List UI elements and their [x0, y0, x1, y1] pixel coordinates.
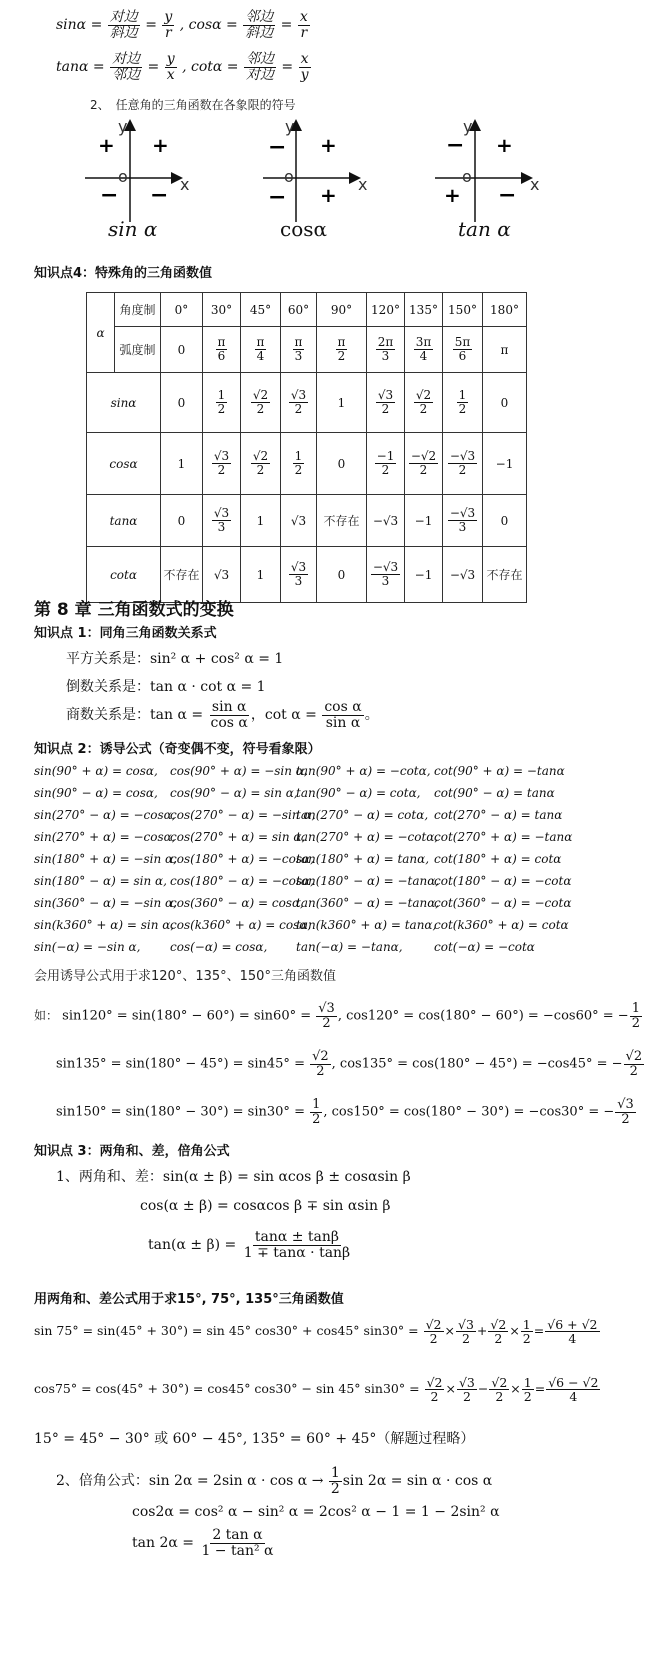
cos-quadrant-diagram: [263, 117, 367, 241]
square-relation: 平方关系是：sin² α + cos² α = 1: [66, 651, 284, 667]
degree-label: 角度制: [115, 293, 161, 327]
quadrant-3-sign: −: [268, 184, 287, 210]
induction-formula: cot(90° − α) = tanα: [434, 786, 555, 800]
induction-formula: cot(270° + α) = −tanα: [434, 830, 573, 844]
quotient-relation: 商数关系是：tan α = $\frac{\text{sin α}}{\text{cos α}}$ ，cot α = $\frac{\text{cos α}}{\text{sin α}}$ 。: [66, 699, 379, 731]
double-angle-tan: tan 2α = $\frac{\text{2 tan α}}{\text{1 − tan² α}}$: [132, 1527, 274, 1559]
fifteen-degree-note: 15° = 45° − 30° 或 60° − 45°, 135° = 60° + 45°（解题过程略）: [34, 1431, 475, 1447]
value-cell: $\frac{√3}{2}$: [281, 373, 317, 433]
sum-diff-cos: cos(α ± β) = cosαcos β ∓ sin αsin β: [140, 1198, 391, 1214]
induction-formula: cot(360° − α) = −cotα: [434, 896, 572, 910]
induction-formula: cos(180° + α) = −cosα,: [170, 852, 314, 866]
induction-formula: tan(360° − α) = −tanα,: [296, 896, 440, 910]
x-axis-label: x: [180, 175, 190, 194]
induction-formula: sin(90° − α) = cosα,: [34, 786, 158, 800]
quadrant-2-sign: +: [98, 133, 115, 157]
value-cell: 不存在: [483, 547, 527, 603]
value-cell: −√3: [367, 495, 405, 547]
cos-label: cosα: [280, 217, 328, 241]
induction-formula: tan(270° − α) = cotα,: [296, 808, 429, 822]
radian-cell: $\frac{\pi}{2}$: [317, 327, 367, 373]
cos75-calculation: cos75° = cos(45° + 30°) = cos45° cos30° − sin 45° sin30° = $\frac{√2}{2}$ × $\frac{√3}{2}$ − $\frac{√2}{2}$ × $\frac{1}{2}$ = $\frac{√6 - √2}{4}$: [34, 1375, 599, 1405]
value-cell: 不存在: [317, 495, 367, 547]
quadrant-1-sign: +: [320, 133, 337, 157]
induction-formula: sin(180° − α) = sin α,: [34, 874, 167, 888]
x-axis-label: x: [358, 175, 368, 194]
sum-usage-note: 用两角和、差公式用于求15°, 75°, 135°三角函数值: [34, 1292, 344, 1307]
induction-formula: cos(360° − α) = cosα,: [170, 896, 304, 910]
definition-tan-cot: tanα = $\frac{\text{对边}}{\text{邻边}}$ = $\frac{y}{x}$ , cotα = $\frac{\text{邻边}}{\text{对边}}$ = $\frac{x}{y}$: [56, 51, 309, 83]
radian-cell: $\frac{2\pi}{3}$: [367, 327, 405, 373]
value-cell: $\frac{√2}{2}$: [405, 373, 443, 433]
origin-label: o: [462, 167, 472, 186]
induction-formula: sin(180° + α) = −sin α,: [34, 852, 177, 866]
alpha-cell: α: [87, 293, 115, 373]
quadrant-4-sign: −: [498, 182, 517, 208]
degree-cell: 90°: [317, 293, 367, 327]
special-angle-table: [86, 292, 527, 603]
value-cell: $\frac{-√3}{3}$: [443, 495, 483, 547]
radian-label: 弧度制: [115, 327, 161, 373]
value-cell: $\frac{√3}{3}$: [203, 495, 241, 547]
origin-label: o: [284, 167, 294, 186]
sum-diff-sin: 1、两角和、差：sin(α ± β) = sin αcos β ± cosαsin β: [56, 1169, 411, 1185]
induction-formula: tan(180° + α) = tanα,: [296, 852, 430, 866]
y-axis-label: y: [285, 117, 295, 136]
value-cell: $\frac{√2}{2}$: [241, 433, 281, 495]
value-cell: −1: [405, 495, 443, 547]
sin-row-label: sinα: [87, 373, 161, 433]
induction-formula: cos(k360° + α) = cosα,: [170, 918, 312, 932]
value-cell: $\frac{√2}{2}$: [241, 373, 281, 433]
degree-cell: 60°: [281, 293, 317, 327]
sum-diff-tan: tan(α ± β) = $\frac{\tan\alpha \pm \tan\beta}{1 \mp \tan\alpha \cdot \tan\beta}$: [148, 1229, 351, 1261]
value-cell: −1: [405, 547, 443, 603]
value-cell: 不存在: [161, 547, 203, 603]
radian-cell: π: [483, 327, 527, 373]
degree-cell: 135°: [405, 293, 443, 327]
value-cell: −1: [483, 433, 527, 495]
quadrant-1-sign: +: [496, 133, 513, 157]
cos-row-label: cosα: [87, 433, 161, 495]
degree-cell: 30°: [203, 293, 241, 327]
kp2-title: 知识点 2：诱导公式（奇变偶不变，符号看象限）: [34, 742, 321, 757]
tan-row-label: tanα: [87, 495, 161, 547]
x-axis-label: x: [530, 175, 540, 194]
value-cell: $\frac{1}{2}$: [281, 433, 317, 495]
definition-sin-cos: sinα = $\frac{\text{对边}}{\text{斜边}}$ = $\frac{y}{r}$ , cosα = $\frac{\text{邻边}}{\text{斜边}}$ = $\frac{x}{r}$: [56, 9, 308, 41]
value-cell: 1: [241, 495, 281, 547]
induction-formula: sin(k360° + α) = sin α,: [34, 918, 175, 932]
kp3-title: 知识点 3：两角和、差，倍角公式: [34, 1144, 230, 1159]
radian-cell: $\frac{3\pi}{4}$: [405, 327, 443, 373]
value-cell: 0: [483, 373, 527, 433]
value-cell: 0: [317, 433, 367, 495]
induction-formula: sin(90° + α) = cosα,: [34, 764, 158, 778]
induction-formula: cot(−α) = −cotα: [434, 940, 535, 954]
kp1-title: 知识点 1：同角三角函数关系式: [34, 626, 217, 641]
cot-row-label: cotα: [87, 547, 161, 603]
sin-label: sin α: [108, 217, 158, 241]
quadrant-4-sign: −: [150, 182, 169, 208]
example-120: 如： sin120° = sin(180° − 60°) = sin60° = $\frac{√3}{2}$ , cos120° = cos(180° − 60°) = −cos60° = − $\frac{1}{2}$: [34, 1001, 640, 1031]
chapter-title: 第 8 章 三角函数式的变换: [34, 600, 234, 620]
quadrant-3-sign: +: [444, 183, 461, 207]
quadrant-2-sign: −: [268, 134, 287, 160]
induction-usage-note: 会用诱导公式用于求120°、135°、150°三角函数值: [34, 969, 336, 984]
value-cell: $\frac{-√3}{2}$: [443, 433, 483, 495]
value-cell: 0: [483, 495, 527, 547]
induction-formula: tan(−α) = −tanα,: [296, 940, 403, 954]
sin75-calculation: sin 75° = sin(45° + 30°) = sin 45° cos30° + cos45° sin30° = $\frac{√2}{2}$ × $\frac{√3}{2}$ + $\frac{√2}{2}$ × $\frac{1}{2}$ = $\frac{√6 + √2}{4}$: [34, 1317, 598, 1347]
value-cell: $\frac{-√3}{3}$: [367, 547, 405, 603]
value-cell: 0: [317, 547, 367, 603]
induction-formula: tan(270° + α) = −cotα,: [296, 830, 439, 844]
induction-formula: sin(360° − α) = −sin α,: [34, 896, 177, 910]
induction-formula: tan(90° − α) = cotα,: [296, 786, 421, 800]
value-cell: $\frac{-1}{2}$: [367, 433, 405, 495]
tan-quadrant-diagram: [435, 117, 539, 241]
reciprocal-relation: 倒数关系是：tan α · cot α = 1: [66, 679, 266, 695]
origin-label: o: [118, 167, 128, 186]
double-angle-sin: 2、倍角公式：sin 2α = 2sin α · cos α → $\frac{1}{2}$ sin 2α = sin α · cos α: [56, 1465, 493, 1497]
induction-formula: tan(k360° + α) = tanα,: [296, 918, 437, 932]
quadrant-2-sign: −: [446, 132, 465, 158]
induction-formula: tan(90° + α) = −cotα,: [296, 764, 431, 778]
induction-formula: cot(90° + α) = −tanα: [434, 764, 565, 778]
value-cell: 0: [161, 495, 203, 547]
radian-cell: 0: [161, 327, 203, 373]
induction-formula: cot(180° + α) = cotα: [434, 852, 562, 866]
induction-formula: cos(180° − α) = −cosα,: [170, 874, 314, 888]
induction-formula: cos(90° − α) = sin α,: [170, 786, 298, 800]
value-cell: 1: [161, 433, 203, 495]
y-axis-label: y: [463, 117, 473, 136]
induction-formula: tan(180° − α) = −tanα,: [296, 874, 440, 888]
example-135: sin135° = sin(180° − 45°) = sin45° = $\frac{√2}{2}$ , cos135° = cos(180° − 45°) = −cos45° = − $\frac{√2}{2}$: [56, 1049, 643, 1079]
kp4-title: 知识点4：特殊角的三角函数值: [34, 266, 213, 281]
quadrant-section-title: 2、 任意角的三角函数在各象限的符号: [90, 98, 296, 112]
value-cell: 0: [161, 373, 203, 433]
radian-cell: $\frac{\pi}{4}$: [241, 327, 281, 373]
degree-cell: 150°: [443, 293, 483, 327]
value-cell: −√3: [443, 547, 483, 603]
degree-cell: 180°: [483, 293, 527, 327]
tan-label: tan α: [458, 217, 511, 241]
induction-formula: cos(90° + α) = −sin α,: [170, 764, 308, 778]
value-cell: $\frac{1}{2}$: [203, 373, 241, 433]
induction-formula: cos(−α) = cosα,: [170, 940, 268, 954]
sin-quadrant-diagram: [85, 117, 189, 241]
induction-formula: sin(270° + α) = −cosα,: [34, 830, 176, 844]
value-cell: √3: [203, 547, 241, 603]
induction-formula: sin(−α) = −sin α,: [34, 940, 141, 954]
induction-formula: cos(270° + α) = sin α,: [170, 830, 306, 844]
quadrant-sign-diagrams: [80, 112, 600, 247]
induction-formula: sin(270° − α) = −cosα,: [34, 808, 176, 822]
radian-cell: $\frac{5\pi}{6}$: [443, 327, 483, 373]
degree-cell: 120°: [367, 293, 405, 327]
induction-formula: cos(270° − α) = −sin α,: [170, 808, 316, 822]
quadrant-1-sign: +: [152, 133, 169, 157]
induction-formula: cot(180° − α) = −cotα: [434, 874, 572, 888]
value-cell: $\frac{-√2}{2}$: [405, 433, 443, 495]
value-cell: 1: [241, 547, 281, 603]
radian-cell: $\frac{\pi}{3}$: [281, 327, 317, 373]
example-150: sin150° = sin(180° − 30°) = sin30° = $\frac{1}{2}$ , cos150° = cos(180° − 30°) = −cos30° = − $\frac{√3}{2}$: [56, 1097, 634, 1127]
value-cell: 1: [317, 373, 367, 433]
value-cell: √3: [281, 495, 317, 547]
degree-cell: 0°: [161, 293, 203, 327]
value-cell: $\frac{1}{2}$: [443, 373, 483, 433]
induction-formula: cot(270° − α) = tanα: [434, 808, 563, 822]
radian-cell: $\frac{\pi}{6}$: [203, 327, 241, 373]
degree-cell: 45°: [241, 293, 281, 327]
value-cell: $\frac{√3}{2}$: [203, 433, 241, 495]
double-angle-cos: cos2α = cos² α − sin² α = 2cos² α − 1 = 1 − 2sin² α: [132, 1504, 500, 1520]
induction-formula: cot(k360° + α) = cotα: [434, 918, 569, 932]
value-cell: $\frac{√3}{2}$: [367, 373, 405, 433]
quadrant-3-sign: −: [100, 182, 119, 208]
y-axis-label: y: [118, 117, 128, 136]
quadrant-4-sign: +: [320, 183, 337, 207]
value-cell: $\frac{√3}{3}$: [281, 547, 317, 603]
